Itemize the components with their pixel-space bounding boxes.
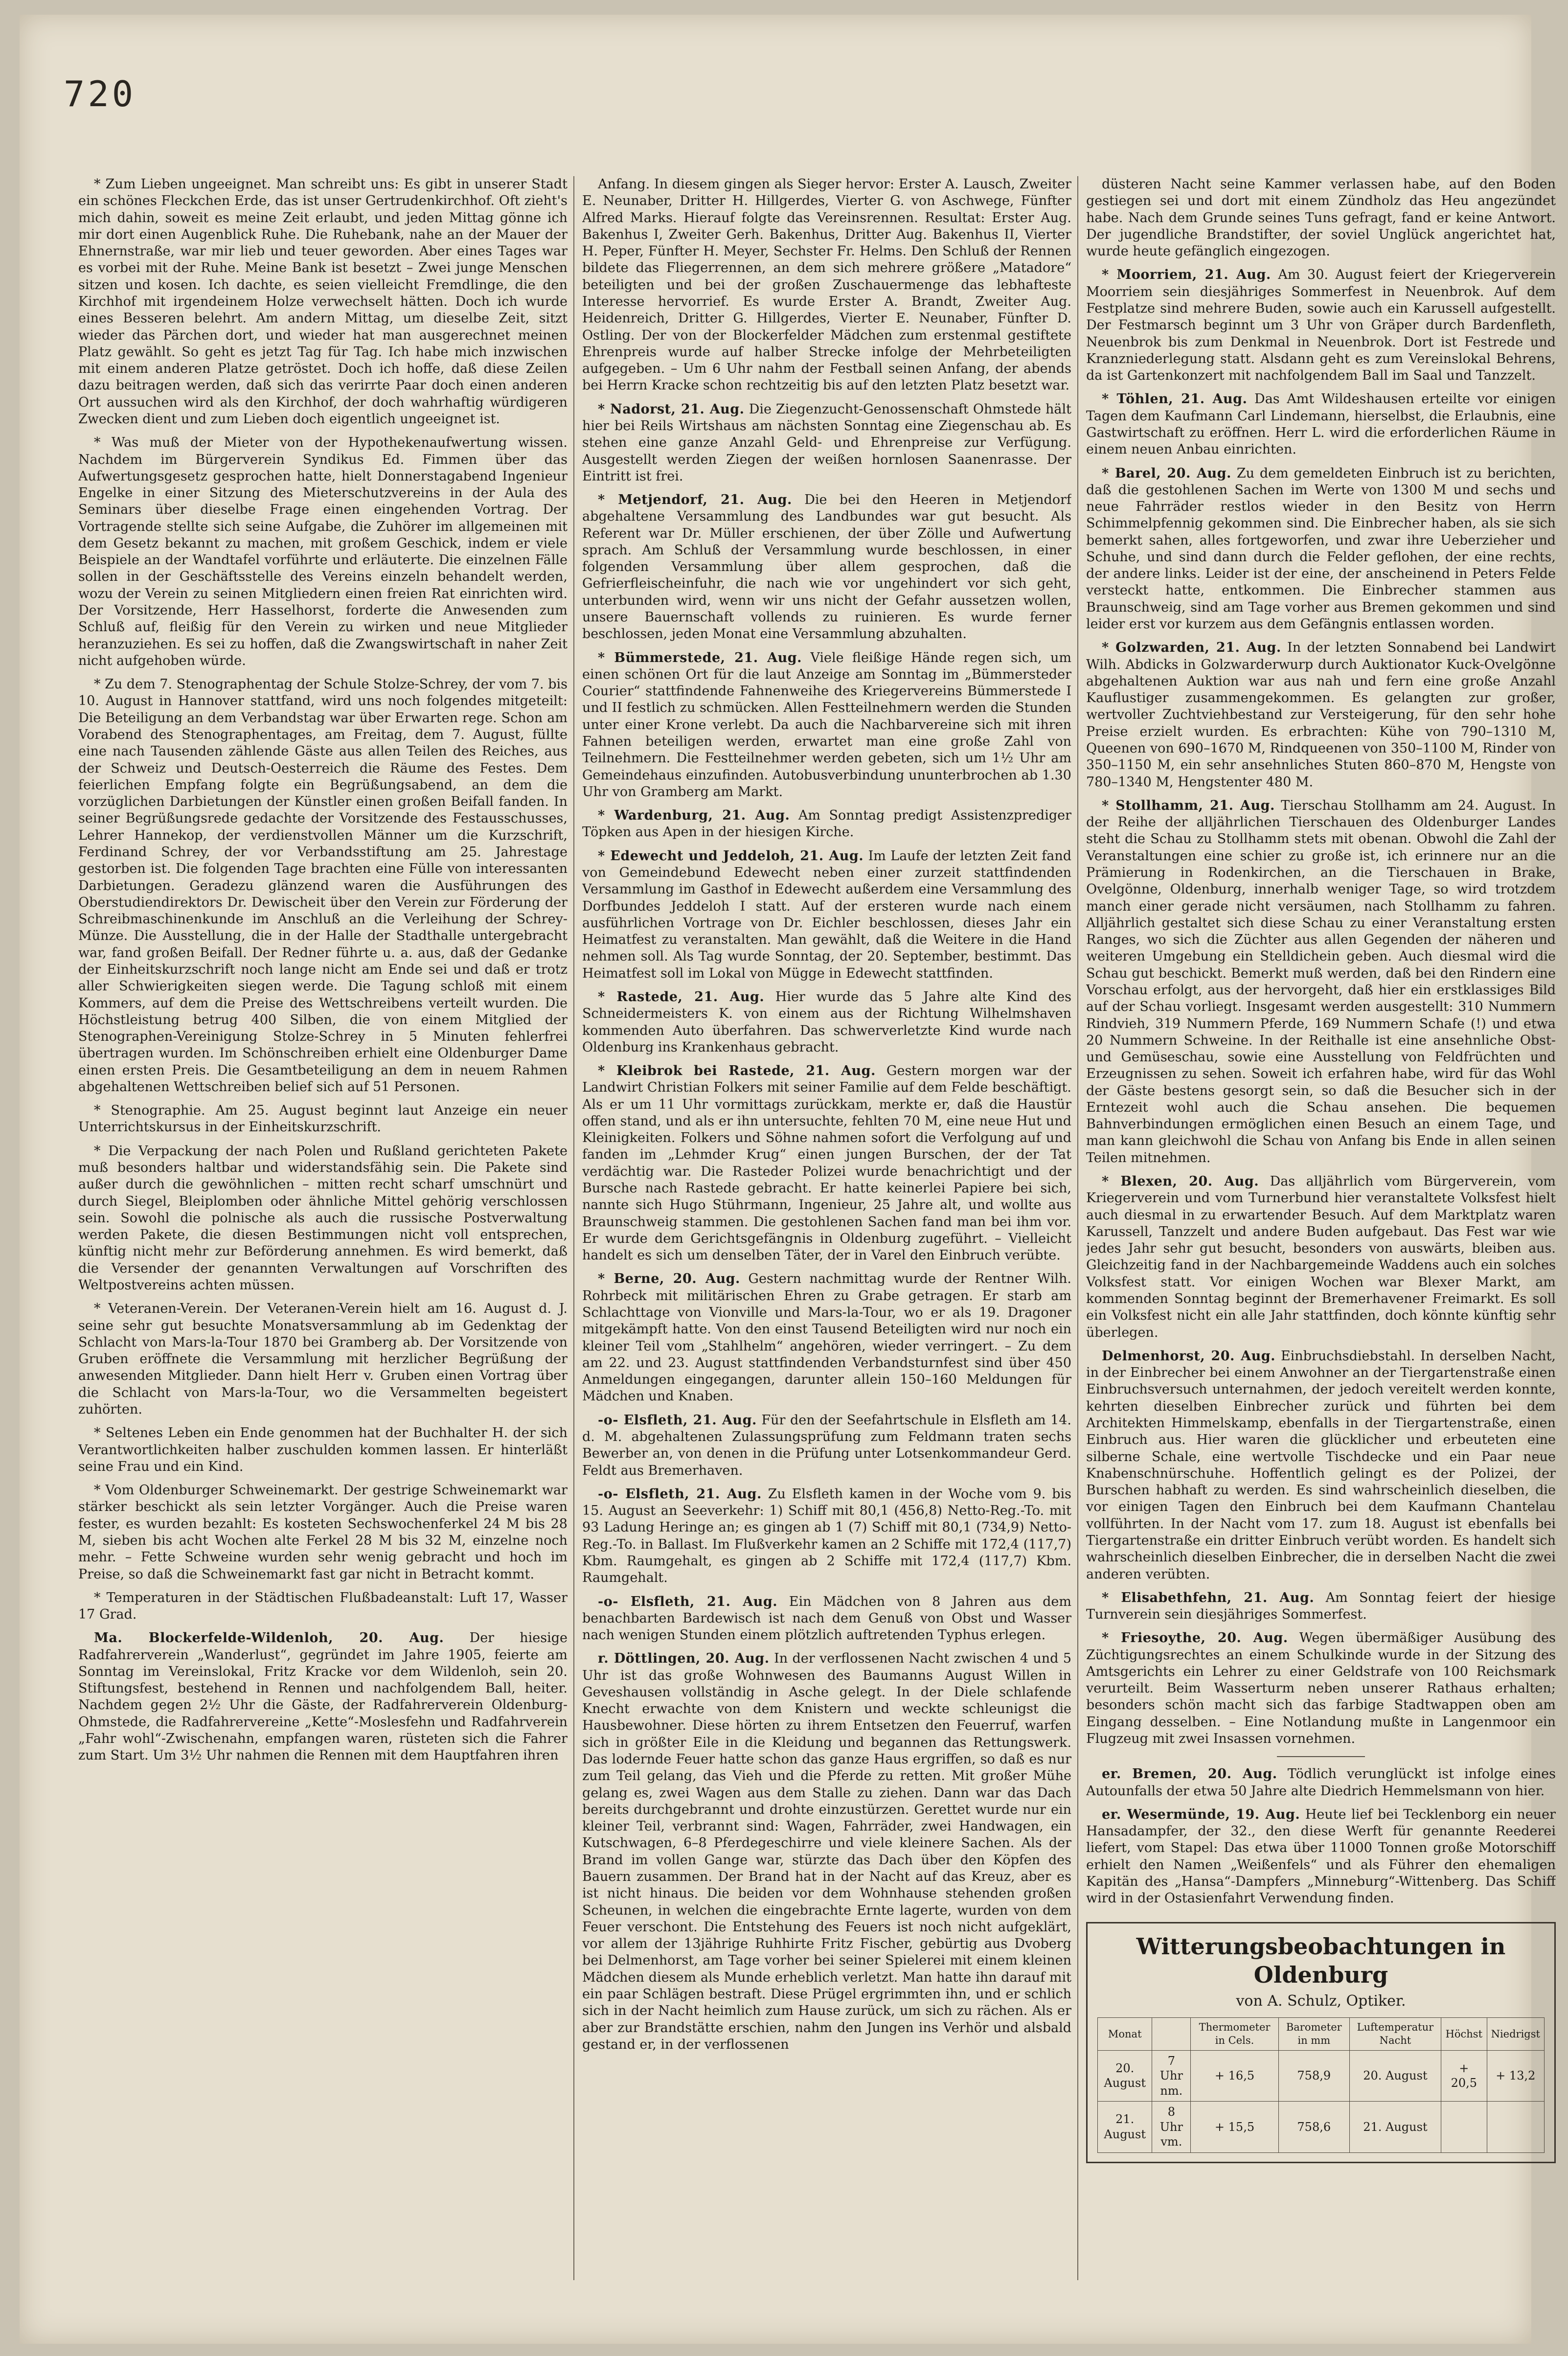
news-item-text: Anfang. In diesem gingen als Sieger hervor: Erster A. Lausch, Zweiter E. Neunaber, Dritter H. Hillgerdes, Vierter G. von Aschwege, Fünfter Alfred Marks. Hierauf folgte das Vereinsrennen. Resultat: Erster Aug. Bakenhus I, Zweiter Gerh. Bakenhus, Dritter Aug. Bakenhus II, Vierter H. Peper, Fünfter H. Meyer, Sechster Fr. Helms. Den Schluß der Rennen bildete das Fliegerrennen, an dem sich mehrere größere „Matadore“ beteiligten und bei der großen Zuschauermenge das lebhafteste Interesse hervorrief. Es wurde Erster A. Brandt, Zweiter Aug. Heidenreich, Dritter G. Hillgerdes, Vierter E. Neunaber, Fünfter D. Ostling. Der von der Blockerfelder Mädchen zum erstenmal gestiftete Ehrenpreis wurde auf halber Strecke infolge der Mehrbeteiligten aufgegeben. – Um 6 Uhr nahm der Festball seinen Anfang, der abends bei Herrn Kracke schon rechtzeitig bis auf den letzten Platz besetzt war.	[582, 177, 1071, 393]
news-item-dateline: -o- Elsfleth, 21. Aug.	[598, 1486, 762, 1502]
news-item	[1086, 1630, 1556, 1747]
weather-cell: 8 Uhr vm.	[1152, 2102, 1191, 2152]
news-item-text: Am Sonntag predigt Assistenzprediger Töpken aus Apen in der hiesigen Kirche.	[582, 808, 1071, 840]
news-item	[582, 1271, 1071, 1405]
newspaper-page	[20, 15, 1556, 2344]
news-item-text: Am 30. August feiert der Kriegerverein Moorriem sein diesjähriges Sommerfest in Neuenbrok. Auf dem Festplatze sind mehrere Buden, sowie auch ein Karussell aufgestellt. Der Festmarsch beginnt um 3 Uhr von Gräper durch Bardenfleth, Neuenbrok bis zum Denkmal in Neuenbrok. Dort ist Festrede und Kranzniederlegung statt. Alsdann geht es zum Vereinslokal Behrens, da ist Gartenkonzert mit nachfolgendem Ball im Saal und Tanzzelt.	[1086, 267, 1556, 384]
news-item	[78, 1102, 568, 1136]
weather-cell: 758,6	[1278, 2102, 1349, 2152]
news-item-dateline: * Friesoythe, 20. Aug.	[1102, 1630, 1288, 1646]
news-item-text: düsteren Nacht seine Kammer verlassen habe, auf den Boden gestiegen sei und dort mit einem Zündholz das Heu angezündet habe. Nach dem Grunde seines Tuns gefragt, fand er keine Antwort. Der jugendliche Brandstifter, der soviel Unglück angerichtet hat, wurde heute gefänglich eingezogen.	[1086, 177, 1556, 259]
weather-row	[1098, 2050, 1545, 2101]
news-item-text: Gestern morgen war der Landwirt Christian Folkers mit seiner Familie auf dem Felde beschäftigt. Als er um 11 Uhr vormittags zurückkam, merkte er, daß die Haustür offen stand, und als er ihn untersuchte, fehlten 70 M, eine neue Hut und Kleinigkeiten. Folkers und Söhne nahmen sofort die Verfolgung auf und fanden im „Lehmder Krug“ einen jungen Burschen, der der Tat verdächtig war. Die Rasteder Polizei wurde benachrichtigt und der Bursche nach Rastede gebracht. Er hatte keinerlei Papiere bei sich, nannte sich Hugo Stührmann, Ingenieur, 25 Jahre alt, und wollte aus Braunschweig stammen. Die gestohlenen Sachen fand man bei ihm vor. Er wurde dem Gerichtsgefängnis in Oldenburg zugeführt. – Vielleicht handelt es sich um denselben Täter, der in Varel den Einbruch verübte.	[582, 1063, 1071, 1263]
news-item-text: * Was muß der Mieter von der Hypothekenaufwertung wissen. Nachdem im Bürgerverein Syndikus Ed. Fimmen über das Aufwertungsgesetz gesprochen hatte, hielt Donnerstagabend Ingenieur Engelke in einer Sitzung des Mieterschutzvereins in der Aula des Seminars über dieselbe Frage einen eingehenden Vortrag. Der Vortragende stellte sich seine Aufgabe, die Zuhörer im allgemeinen mit dem Gesetz bekannt zu machen, mit großem Geschick, indem er viele Beispiele an der Wandtafel vorführte und erläuterte. Die einzelnen Fälle sollen in der Geschäftsstelle des Vereins einzeln behandelt werden, wozu der Verein zu seinen Mitgliedern einen freien Rat einrichten wird. Der Vorsitzende, Herr Hasselhorst, forderte die Anwesenden zum Schluß auf, fleißig für den Verein zu wirken und neue Mitglieder heranzuziehen. Es sei zu hoffen, daß die Zwangswirtschaft in naher Zeit nicht aufgehoben würde.	[78, 435, 568, 668]
news-item-dateline: * Rastede, 21. Aug.	[598, 989, 765, 1005]
news-item-dateline: * Kleibrok bei Rastede, 21. Aug.	[598, 1063, 876, 1079]
news-item-text: * Seltenes Leben ein Ende genommen hat der Buchhalter H. der sich Verantwortlichkeiten halber zuschulden kommen lassen. Er hinterläßt seine Frau und ein Kind.	[78, 1425, 568, 1474]
news-item-text: * Vom Oldenburger Schweinemarkt. Der gestrige Schweinemarkt war stärker beschickt als sein letzter Vorgänger. Auch die Preise waren fester, es wurden bezahlt: Es kosteten Sechswochenferkel 24 M bis 28 M, sieben bis acht Wochen alte Ferkel 28 M bis 32 M, einzelne noch mehr. – Fette Schweine wurden sehr wenig gebracht und hoch im Preise, so daß die Schweinemarkt fast gar nicht in Betracht kommt.	[78, 1483, 568, 1582]
weather-header-cell: Monat	[1098, 2018, 1152, 2050]
news-item-text: * Stenographie. Am 25. August beginnt laut Anzeige ein neuer Unterrichtskursus in der Einheitskurzschrift.	[78, 1103, 568, 1135]
news-item	[582, 176, 1071, 394]
weather-cell	[1487, 2102, 1544, 2152]
weather-cell: 7 Uhr nm.	[1152, 2050, 1191, 2101]
weather-cell: 758,9	[1278, 2050, 1349, 2101]
weather-cell: 21. August	[1349, 2102, 1441, 2152]
weather-title: Witterungsbeobachtungen in Oldenburg	[1136, 1933, 1506, 1988]
news-item	[1086, 1348, 1556, 1583]
weather-cell: 20. August	[1098, 2050, 1152, 2101]
news-item-text: Zu dem gemeldeten Einbruch ist zu berichten, daß die gestohlenen Sachen im Werte von 1300 M und sechs und neue Fahrräder restlos wieder in den Besitz von Herrn Schimmelpfennig gekommen sind. Die Einbrecher haben, als sie sich bemerkt sahen, alles fortgeworfen, und zwar ihre Ueberzieher und Schuhe, und sind dann durch die Felder geflohen, der eine rechts, der andere links. Leider ist der eine, der anscheinend in Peters Felde versteckt hatte, entkommen. Die Einbrecher stammen aus Braunschweig, sind am Tage vorher aus Bremen gekommen und sind leider erst vor kurzem aus dem Gefängnis entlassen worden.	[1086, 465, 1556, 632]
column-right	[1086, 176, 1556, 2305]
news-item-dateline: Ma. Blockerfelde-Wildenloh, 20. Aug.	[94, 1630, 444, 1646]
news-item-dateline: * Moorriem, 21. Aug.	[1102, 267, 1271, 283]
news-item-text: Das alljährlich vom Bürgerverein, vom Kriegerverein und vom Turnerbund hier veranstaltete Volksfest hielt auch diesmal in zu erwartender Besuch. Auf dem Marktplatz waren Karussell, Tanzzelt und andere Buden aufgebaut. Das Fest war wie jedes Jahr sehr gut besucht, besonders von auswärts, bleiben aus. Gleichzeitig fand in der Nachbargemeinde Waddens auch ein solches Volksfest statt. Vor einigen Wochen war Blexer Markt, am kommenden Sonntag beginnt der Bremerhavener Freimarkt. Es soll ein Volksfest nicht ein alle Jahr stattfinden, doch könnte künftig sehr überlegen.	[1086, 1174, 1556, 1340]
news-item-text: Der hiesige Radfahrerverein „Wanderlust“, gegründet im Jahre 1905, feierte am Sonntag im Vereinslokal, Fritz Kracke vor dem Wildenloh, sein 20. Stiftungsfest, bestehend in Rennen und nachfolgendem Ball, heiter. Nachdem gegen 2½ Uhr die Gäste, der Radfahrerverein Oldenburg-Ohmstede, die Radfahrervereine „Kette“-Moslesfehn und Radfahrverein „Fahr wohl“-Zwischenahn, empfangen waren, rüsteten sich die Fahrer zum Start. Um 3½ Uhr nahmen die Rennen mit dem Hauptfahren ihren	[78, 1630, 568, 1763]
news-item-text: * Zum Lieben ungeeignet. Man schreibt uns: Es gibt in unserer Stadt ein schönes Fleckchen Erde, das ist unser Gertrudenkirchhof. Oft zieht's mich dahin, soweit es meine Zeit erlaubt, und jeden Mittag gönne ich mir dort einen Augenblick Ruhe. Die Ruhebank, nahe an der Mauer der Ehnernstraße, war mir lieb und teuer geworden. Aber eines Tages war es vorbei mit der Ruhe. Meine Bank ist besetzt – Zwei junge Menschen sitzen und kosen. Ich dachte, es seien vielleicht Fremdlinge, die den Kirchhof mit irgendeinem Holze verwechselt hätten. Doch ich wurde eines Besseren belehrt. Am andern Mittag, um dieselbe Zeit, sitzt wieder das Pärchen dort, und wieder hat man ausgerechnet meinen Platz gewählt. So geht es jetzt Tag für Tag. Ich habe mich inzwischen mit einem anderen Platze getröstet. Doch ich hoffe, daß diese Zeilen dazu beitragen werden, daß sich das verirrte Paar doch einen anderen Ort aussuchen wird als den Kirchhof, der doch wahrhaftig würdigeren Zwecken dient und zum Lieben doch eigentlich ungeeignet ist.	[78, 177, 568, 427]
news-item	[582, 1650, 1071, 2053]
weather-cell: 21. August	[1098, 2102, 1152, 2152]
news-item	[582, 1594, 1071, 1644]
column-middle	[582, 176, 1071, 2305]
news-item-dateline: -o- Elsfleth, 21. Aug.	[598, 1594, 778, 1609]
news-item-text: * Veteranen-Verein. Der Veteranen-Verein hielt am 16. August d. J. seine sehr gut besuchte Monatsversammlung ab im Gedenktag der Schlacht von Mars-la-Tour 1870 bei Gramberg ab. Der Vorsitzende von Gruben eröffnete die Versammlung mit herzlicher Begrüßung der anwesenden Mitglieder. Dann hielt Herr v. Gruben einen Vortrag über die Schlacht von Mars-la-Tour, wo die Versammelten begeistert zuhörten.	[78, 1301, 568, 1417]
weather-header-cell: Niedrigst	[1487, 2018, 1544, 2050]
news-item-dateline: * Bümmerstede, 21. Aug.	[598, 650, 802, 665]
news-item	[582, 650, 1071, 801]
news-item-text: Wegen übermäßiger Ausübung des Züchtigungsrechtes an einem Schulkinde wurde in der Sitzung des Amtsgerichts ein Lehrer zu einer Geldstrafe von 100 Reichsmark verurteilt. Beim Wasserturm neben unserer Rathaus erhalten; besonders schön macht sich das farbige Stadtwappen oben am Eingang desselben. – Eine Notlandung mußte in Langenmoor ein Flugzeug mit zwei Insassen vornehmen.	[1086, 1630, 1556, 1747]
news-item	[1086, 391, 1556, 458]
news-item-text: In der letzten Sonnabend bei Landwirt Wilh. Abdicks in Golzwarderwurp durch Auktionator Kuck-Ovelgönne abgehaltenen Auktion war aus nah und fern eine große Anzahl Kauflustiger zusammengekommen. Es gelangten zur großer, wertvoller Zuchtviehbestand zur Versteigerung, für den sehr hohe Preise erzielt wurden. Es erbrachten: Kühe von 790–1310 M, Queenen von 690–1670 M, Rindqueenen von 350–1100 M, Rinder von 350–1150 M, ein sehr ansehnliches Stuten 860–870 M, Hengste von 780–1340 M, Hengstenter 480 M.	[1086, 640, 1556, 790]
news-item-text: Tödlich verunglückt ist infolge eines Autounfalls der etwa 50 Jahre alte Diedrich Hemmelsmann von hier.	[1086, 1766, 1556, 1799]
news-item-text: Heute lief bei Tecklenborg ein neuer Hansadampfer, der 32., den diese Werft für genannte Reederei liefert, vom Stapel: Das etwa über 11000 Tonnen große Motorschiff erhielt den Namen „Weißenfels“ und als Führer den ehemaligen Kapitän des „Hansa“-Dampfers „Minneburg“-Wittenberg. Das Schiff wird in der Ostasienfahrt Verwendung finden.	[1086, 1807, 1556, 1906]
news-item	[582, 1063, 1071, 1264]
news-item-text: Tierschau Stollhamm am 24. August. In der Reihe der alljährlichen Tierschauen des Oldenburger Landes steht die Schau zu Stollhamm stets mit obenan. Obwohl die Zahl der Veranstaltungen eine schier zu große ist, ich erinnere nur an die Prämierung in Rodenkirchen, an die Tierschauen in Brake, Ovelgönne, Oldenburg, innerhalb weniger Tage, so wird trotzdem manch einer gerade nicht versäumen, nach Stollhamm zu fahren. Alljährlich gestaltet sich diese Schau zu einer Veranstaltung ersten Ranges, wo sich die Züchter aus allen Gegenden der näheren und weiteren Umgebung ein Stelldichein geben. Auch diesmal wird die Schau gut beschickt. Bemerkt muß werden, daß bei den Rindern eine Vorschau erfolgt, aus der hervorgeht, daß hier ein erstklassiges Bild auf der Schau vorliegt. Insgesamt werden ausgestellt: 310 Nummern Rindvieh, 319 Nummern Pferde, 169 Nummern Schafe (!) und etwa 20 Nummern Schweine. In der Reithalle ist eine ansehnliche Obst- und Gemüseschau, sowie eine Ausstellung von Feldfrüchten und Erzeugnissen zu sehen. Soweit ich erfahren habe, wird für das Wohl der Gäste bestens gesorgt sein, so daß die Besucher sich in der Erntezeit wohl auch die Schau ansehen. Die bequemen Bahnverbindungen ermöglichen einen Besuch an einem Tage, und man kann gleichwohl die Schau von Anfang bis Ende in allen seinen Teilen mitnehmen.	[1086, 798, 1556, 1166]
news-item-dateline: * Berne, 20. Aug.	[598, 1271, 740, 1287]
news-item-text: Zu Elsfleth kamen in der Woche vom 9. bis 15. August an Seeverkehr: 1) Schiff mit 80,1 (456,8) Netto-Reg.-To. mit 93 Ladung Heringe an; es gingen ab 1 (7) Schiff mit 80,1 (734,9) Netto-Reg.-To. in Ballast. Im Flußverkehr kamen an 2 Schiffe mit 172,4 (117,7) Kbm. Raumgehalt, es gingen ab 2 Schiffe mit 172,4 (117,7) Kbm. Raumgehalt.	[582, 1486, 1071, 1586]
news-item-text: Für den der Seefahrtschule in Elsfleth am 14. d. M. abgehaltenen Zulassungsprüfung zum Feldmann traten sechs Bewerber an, von denen in die Prüfung unter Lotsenkommandeur Gerd. Feldt aus Bremerhaven.	[582, 1412, 1071, 1478]
news-item-dateline: * Edewecht und Jeddeloh, 21. Aug.	[598, 848, 864, 864]
news-item	[582, 492, 1071, 643]
news-item	[582, 1412, 1071, 1479]
section-separator	[1277, 1756, 1365, 1757]
news-item	[1086, 465, 1556, 633]
news-item-dateline: * Wardenburg, 21. Aug.	[598, 808, 790, 823]
news-item-dateline: r. Döttlingen, 20. Aug.	[598, 1651, 770, 1667]
news-item-text: In der verflossenen Nacht zwischen 4 und 5 Uhr ist das große Wohnwesen des Baumanns August Willen in Geveshausen vollständig in Asche gelegt. In der Diele schlafende Knecht erwachte von dem Knistern und weckte schleunigst die Hausbewohner. Diese hörten zu ihrem Entsetzen den Feuerruf, warfen sich in größter Eile in die Kleidung und begannen das Rettungswerk. Das lodernde Feuer hatte schon das ganze Haus ergriffen, so daß es nur zum Teil gelang, das Vieh und die Pferde zu retten. Mit großer Mühe gelang es, zwei Wagen aus dem Stalle zu ziehen. Dann war das Dach bereits durchgebrannt und drohte einzustürzen. Gerettet wurde nur ein kleiner Teil, verbrannt sind: Wagen, Fahrräder, zwei Handwagen, ein Kutschwagen, 6–8 Pferdegeschirre und viele kleinere Sachen. Als der Brand im vollen Gange war, stürzte das Dach über den Köpfen des Bauern zusammen. Der Brand hat in der Nacht auf das Kreuz, aber es ist nicht hinaus. Die beiden vor dem Wohnhause stehenden großen Scheunen, in welchen die eingebrachte Ernte lagerte, wurden von dem Feuer verschont. Die Entstehung des Feuers ist noch nicht aufgeklärt, vor allem der 13jährige Ruhhirte Fritz Fischer, gebürtig aus Dvoberg bei Delmenhorst, am Tage vorher bei seiner Spielerei mit einem kleinen Mädchen diesem als Munde erheblich verletzt. Man hatte ihn darauf mit ein paar Schlägen bestraft. Diese Prügel ergrimmten ihn, und er schlich sich in der Nacht heimlich zum Hause zurück, um sich zu rächen. Als er aber zur Brandstätte erschien, nahm den Jungen ins Verhör und alsbald gestand er, in der verflossenen	[582, 1651, 1071, 2052]
news-item-dateline: Delmenhorst, 20. Aug.	[1102, 1348, 1275, 1364]
news-item	[78, 1590, 568, 1624]
news-item	[582, 848, 1071, 982]
weather-header-row	[1098, 2018, 1545, 2050]
weather-header-cell: Barometer in mm	[1278, 2018, 1349, 2050]
news-item-dateline: * Blexen, 20. Aug.	[1102, 1174, 1259, 1189]
weather-header-cell: Luftemperatur Nacht	[1349, 2018, 1441, 2050]
news-item	[78, 1143, 568, 1294]
page-number: 720	[64, 73, 136, 114]
news-item-text: * Temperaturen in der Städtischen Flußbadeanstalt: Luft 17, Wasser 17 Grad.	[78, 1590, 568, 1623]
news-item	[78, 435, 568, 669]
column-right-items	[1086, 176, 1556, 1907]
news-item-dateline: * Töhlen, 21. Aug.	[1102, 391, 1248, 407]
weather-cell	[1441, 2102, 1487, 2152]
column-left	[78, 176, 568, 2305]
weather-table	[1097, 2017, 1545, 2152]
column-rule	[573, 176, 574, 2280]
news-item	[582, 807, 1071, 841]
news-item-text: Einbruchsdiebstahl. In derselben Nacht, in der Einbrecher bei einem Anwohner an der Tiergartenstraße einen Einbruchsversuch unternahmen, der jedoch vereitelt werden konnte, kehrten dieselben Einbrecher zurück und führten bei dem Architekten Himmelskamp, ebenfalls in der Tiergartenstraße, einen Einbruch aus. Hier waren die glücklicher und erbeuteten eine silberne Schale, eine wertvolle Tischdecke und ein Paar neue Knabenschnürschuhe. Hoffentlich gelingt es der Polizei, der Burschen habhaft zu werden. Es sind wahrscheinlich dieselben, die vor einigen Tagen den Einbruch bei dem Kaufmann Chantelau vollführten. In der Nacht vom 17. zum 18. August ist ebenfalls bei Tiergartenstraße ein dritter Einbruch verübt worden. Es handelt sich wahrscheinlich dieselben Einbrecher, die in derselben Nacht die zwei anderen verübten.	[1086, 1348, 1556, 1582]
weather-header-cell: Thermometer in Cels.	[1191, 2018, 1278, 2050]
news-item-text: Im Laufe der letzten Zeit fand von Gemeindebund Edewecht neben einer zurzeit stattfindenden Versammlung im Gasthof in Edewecht außerdem eine Versammlung des Dorfbundes Jeddeloh I statt. Auf der ersteren wurde nach einem ausführlichen Vortrage von Dr. Eichler beschlossen, dieses Jahr ein Heimatfest zu veranstalten. Man gewählt, daß die Weitere in die Hand nehmen soll. Als Tag wurde Sonntag, der 20. September, bestimmt. Das Heimatfest soll im Lokal von Mügge in Edewecht stattfinden.	[582, 848, 1071, 981]
news-item	[1086, 1766, 1556, 1800]
weather-cell: + 15,5	[1191, 2102, 1278, 2152]
weather-cell: + 13,2	[1487, 2050, 1544, 2101]
news-item-text: Ein Mädchen von 8 Jahren aus dem benachbarten Bardewisch ist nach dem Genuß von Obst und Wasser nach wenigen Stunden einem plötzlich auftretenden Typhus erlegen.	[582, 1594, 1071, 1643]
news-item-dateline: -o- Elsfleth, 21. Aug.	[598, 1412, 757, 1428]
news-item	[1086, 267, 1556, 384]
news-item-dateline: * Elisabethfehn, 21. Aug.	[1102, 1590, 1315, 1605]
news-item	[582, 989, 1071, 1056]
news-item-text: Am Sonntag feiert der hiesige Turnverein sein diesjähriges Sommerfest.	[1086, 1590, 1556, 1623]
column-rule	[1077, 176, 1078, 2280]
news-item-dateline: * Barel, 20. Aug.	[1102, 465, 1231, 481]
news-item-text: Die bei den Heeren in Metjendorf abgehaltene Versammlung des Landbundes war gut besucht. Als Referent war Dr. Müller erschienen, der über Zölle und Aufwertung sprach. Am Schluß der Versammlung wurde beschlossen, in einer folgenden Versammlung über allem gesprochen, daß die Gefrierfleischeinfuhr, die nach wie vor ungehindert vor sich geht, unterbunden wird, wenn wir uns nicht der Gefahr aussetzen wollen, unsere Bauernschaft vollends zu ruinieren. Es wurde ferner beschlossen, jeden Monat eine Versammlung abzuhalten.	[582, 492, 1071, 642]
news-item-text: * Die Verpackung der nach Polen und Rußland gerichteten Pakete muß besonders haltbar und widerstandsfähig sein. Die Pakete sind außer durch die gewöhnlichen – mitten recht scharf umschnürt und durch Siegel, Bleiplomben oder ähnliche Mittel gehörig verschlossen sein. Sowohl die polnische als auch die russische Postverwaltung werden Pakete, die diesen Bestimmungen nicht voll entsprechen, künftig nicht mehr zur Beförderung annehmen. Es wird bemerkt, daß die Versender der genannten Verwaltungen auf Vorschriften des Weltpostvereins achten müssen.	[78, 1143, 568, 1293]
news-item	[78, 1630, 568, 1764]
news-item-text: * Zu dem 7. Stenographentag der Schule Stolze-Schrey, der vom 7. bis 10. August in Hannover stattfand, wird uns noch folgendes mitgeteilt: Die Beteiligung an dem Verbandstag war über Erwarten rege. Schon am Vorabend des Stenographentages, am Freitag, dem 7. August, füllte eine nach Tausenden zählende Gäste aus allen Teilen des Reiches, aus der Schweiz und Deutsch-Oesterreich die Räume des Festes. Dem feierlichen Empfang folgte ein Begrüßungsabend, an dem die vorzüglichen Darbietungen der Künstler einen großen Beifall fanden. In seiner Begrüßungsrede gedachte der Vorsitzende des Festausschusses, Lehrer Hannekop, der verdienstvollen Männer um die Kurzschrift, Ferdinand Schrey, der vor Verbandsstiftung am 25. Jahrestage gestorben ist. Die folgenden Tage brachten eine Fülle von interessanten Darbietungen. Geradezu glänzend waren die Ausführungen des Oberstudiendirektors Dr. Dewischeit über den Verein zur Förderung der Schreibmaschinenkunde im Anschluß an die Verleihung der Schrey-Münze. Die Ausstellung, die in der Halle der Stadthalle untergebracht war, fand großen Beifall. Der Redner führte u. a. aus, daß der Gedanke der Einheitskurzschrift noch lange nicht am Ende sei und daß er trotz aller Schwierigkeiten siegen werde. Die Tagung schloß mit einem Kommers, auf dem die Preise des Wettschreibens verteilt wurden. Die Höchstleistung betrug 400 Silben, die von einem Mitglied der Stenographen-Vereinigung Stolze-Schrey in 5 Minuten fehlerfrei übertragen wurden. Im Schönschreiben erhielt eine Oldenburger Dame einen ersten Preis. Die Gesamtbeteiligung an dem in neuem Rahmen abgehaltenen Wettschreiben belief sich auf 51 Personen.	[78, 677, 568, 1095]
news-item	[78, 676, 568, 1096]
news-item	[78, 1482, 568, 1583]
news-item	[78, 176, 568, 428]
news-item	[1086, 798, 1556, 1167]
weather-box	[1086, 1922, 1556, 2163]
news-item-text: Hier wurde das 5 Jahre alte Kind des Schneidermeisters K. von einem aus der Richtung Wilhelmshaven kommenden Auto überfahren. Das schwerverletzte Kind wurde nach Oldenburg ins Krankenhaus gebracht.	[582, 989, 1071, 1055]
weather-body	[1098, 2050, 1545, 2152]
weather-cell: 20. August	[1349, 2050, 1441, 2101]
news-item-text: Gestern nachmittag wurde der Rentner Wilh. Rohrbeck mit militärischen Ehren zu Grabe getragen. Er starb am Schlachttage von Vionville und Mars-la-Tour, wo er als 19. Dragoner mitgekämpft hatte. Von den einst Tausend Beteiligten wird nur noch ein kleiner Teil vom „Stahlhelm“ angehören, wieder verringert. – Zu dem am 22. und 23. August stattfindenden Verbandsturnfest sind über 450 Anmeldungen eingegangen, darunter allein 150–160 Meldungen für Mädchen und Knaben.	[582, 1271, 1071, 1404]
news-item-dateline: er. Bremen, 20. Aug.	[1102, 1766, 1277, 1782]
news-item-dateline: * Stollhamm, 21. Aug.	[1102, 798, 1275, 813]
news-item	[78, 1301, 568, 1418]
weather-subtitle: von A. Schulz, Optiker.	[1236, 1992, 1406, 2010]
weather-row	[1098, 2102, 1545, 2152]
news-item	[1086, 1590, 1556, 1624]
news-item-text: Die Ziegenzucht-Genossenschaft Ohmstede hält hier bei Reils Wirtshaus am nächsten Sonntag eine Ziegenschau ab. Es stehen eine ganze Anzahl Geld- und Ehrenpreise zur Verfügung. Ausgestellt werden Ziegen der weißen hornlosen Saanenrasse. Der Eintritt ist frei.	[582, 401, 1071, 484]
news-item-text: Das Amt Wildeshausen erteilte vor einigen Tagen dem Kaufmann Carl Lindemann, hierselbst, die Erlaubnis, eine Gastwirtschaft zu eröffnen. Herr L. wird die erforderlichen Räume in einem neuen Anbau einrichten.	[1086, 391, 1556, 457]
news-item	[1086, 640, 1556, 791]
news-item	[582, 1486, 1071, 1587]
news-item-dateline: * Golzwarden, 21. Aug.	[1102, 640, 1281, 656]
news-item	[582, 401, 1071, 485]
weather-cell: + 16,5	[1191, 2050, 1278, 2101]
news-item	[1086, 1807, 1556, 1907]
news-item	[1086, 1173, 1556, 1341]
news-item-dateline: * Metjendorf, 21. Aug.	[598, 492, 792, 508]
news-item-text: Viele fleißige Hände regen sich, um einen schönen Ort für die laut Anzeige am Sonntag im „Bümmersteder Courier“ stattfindende Fahnenweihe des Kriegervereins Bümmerstede I und II festlich zu schmücken. Allen Festteilnehmern werden die Stunden unter einer Krone verlebt. Da auch die Nachbarvereine sich mit ihren Fahnen beteiligen werden, erwartet man eine große Zahl von Teilnehmern. Die Festteilnehmer werden gebeten, sich um 1½ Uhr am Gemeindehaus einzufinden. Autobusverbindung ununterbrochen ab 1.30 Uhr von Gramberg am Markt.	[582, 650, 1071, 800]
weather-cell: + 20,5	[1441, 2050, 1487, 2101]
news-item-dateline: * Nadorst, 21. Aug.	[598, 401, 745, 417]
weather-header-cell	[1152, 2018, 1191, 2050]
weather-header-cell: Höchst	[1441, 2018, 1487, 2050]
news-item	[1086, 176, 1556, 260]
news-item	[78, 1425, 568, 1475]
news-item-dateline: er. Wesermünde, 19. Aug.	[1102, 1807, 1300, 1822]
